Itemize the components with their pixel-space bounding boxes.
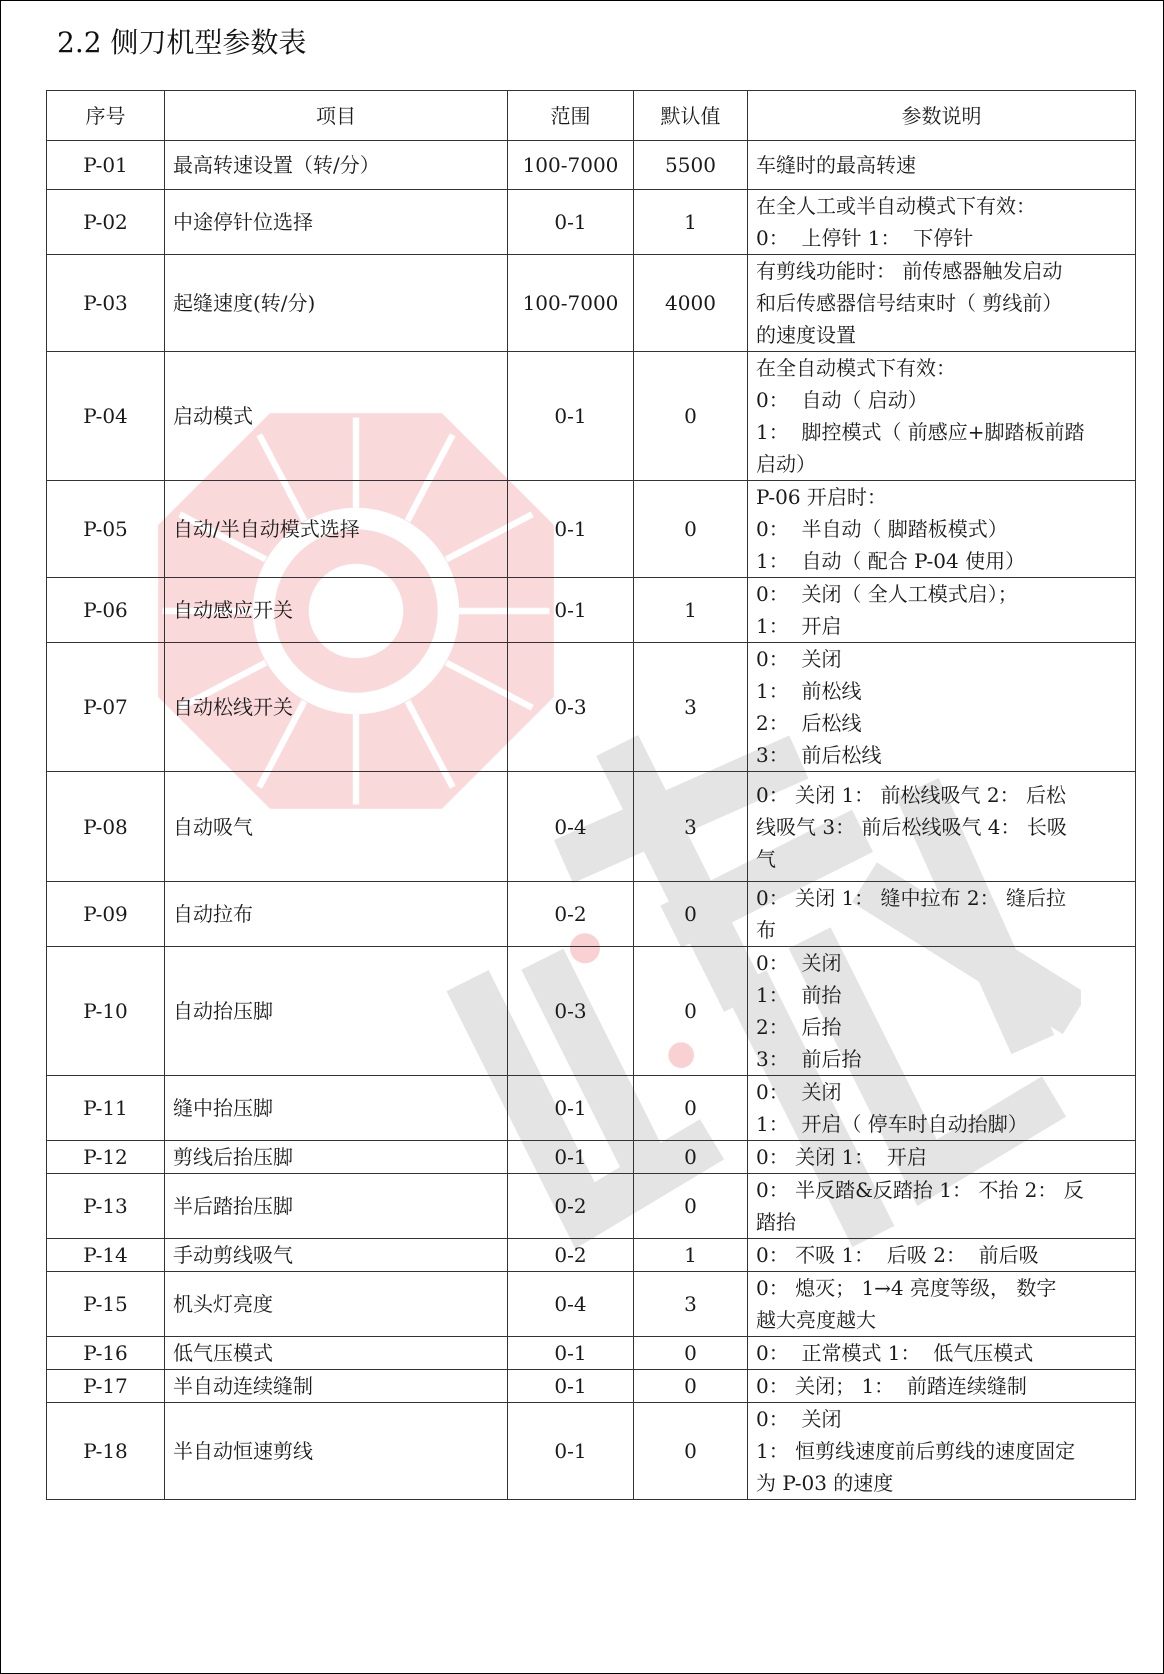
description-line: P-06 开启时： xyxy=(756,485,887,509)
description-line: 3： 前后抬 xyxy=(756,1047,862,1071)
param-range: 0-4 xyxy=(508,1272,634,1337)
description-line: 1： 开启 xyxy=(756,614,842,638)
param-code: P-09 xyxy=(47,882,165,947)
header-item: 项目 xyxy=(165,91,508,141)
description-line: 3： 前后松线 xyxy=(756,743,882,767)
description-line: 0： 半自动（ 脚踏板模式） xyxy=(756,517,1008,541)
table-row xyxy=(47,578,1136,643)
param-range: 0-2 xyxy=(508,882,634,947)
header-default: 默认值 xyxy=(634,91,748,141)
description-line: 0： 上停针 1： 下停针 xyxy=(756,226,974,250)
param-item: 手动剪线吸气 xyxy=(165,1239,508,1272)
table-row xyxy=(47,1141,1136,1174)
param-code: P-08 xyxy=(47,772,165,882)
table-row xyxy=(47,190,1136,255)
description-line: 在全人工或半自动模式下有效： xyxy=(756,194,1036,218)
description-line: 的速度设置 xyxy=(756,323,856,347)
param-item: 低气压模式 xyxy=(165,1337,508,1370)
param-default: 0 xyxy=(634,882,748,947)
param-default: 0 xyxy=(634,1141,748,1174)
param-description xyxy=(748,947,1136,1076)
description-line: 0： 关闭（ 全人工模式启）； xyxy=(756,582,1018,606)
description-line: 0： 关闭 xyxy=(756,1080,842,1104)
param-description xyxy=(748,1141,1136,1174)
table-row xyxy=(47,352,1136,481)
description-line: 0： 关闭 xyxy=(756,951,842,975)
parameter-table xyxy=(46,90,1136,1500)
param-default: 4000 xyxy=(634,255,748,352)
param-item: 中途停针位选择 xyxy=(165,190,508,255)
param-range: 0-1 xyxy=(508,1403,634,1500)
description-line: 启动） xyxy=(756,452,816,476)
param-default: 0 xyxy=(634,1403,748,1500)
param-item: 自动松线开关 xyxy=(165,643,508,772)
description-line: 0： 自动（ 启动） xyxy=(756,388,928,412)
param-default: 3 xyxy=(634,1272,748,1337)
table-row xyxy=(47,255,1136,352)
param-description xyxy=(748,1403,1136,1500)
param-code: P-16 xyxy=(47,1337,165,1370)
param-default: 1 xyxy=(634,578,748,643)
param-item: 启动模式 xyxy=(165,352,508,481)
param-code: P-15 xyxy=(47,1272,165,1337)
table-row xyxy=(47,643,1136,772)
description-line: 车缝时的最高转速 xyxy=(756,153,916,177)
param-item: 剪线后抬压脚 xyxy=(165,1141,508,1174)
param-description xyxy=(748,578,1136,643)
param-code: P-03 xyxy=(47,255,165,352)
param-description xyxy=(748,141,1136,190)
table-row xyxy=(47,1076,1136,1141)
description-line: 0： 关闭 xyxy=(756,647,842,671)
description-line: 越大亮度越大 xyxy=(756,1308,876,1332)
param-description xyxy=(748,1370,1136,1403)
description-line: 气 xyxy=(756,846,776,871)
table-row xyxy=(47,141,1136,190)
param-item: 自动抬压脚 xyxy=(165,947,508,1076)
param-range: 0-2 xyxy=(508,1239,634,1272)
param-range: 0-1 xyxy=(508,1370,634,1403)
param-range: 0-1 xyxy=(508,481,634,578)
header-range: 范围 xyxy=(508,91,634,141)
param-description xyxy=(748,1239,1136,1272)
param-description xyxy=(748,352,1136,481)
description-line: 0： 关闭 1： 开启 xyxy=(756,1145,927,1169)
param-code: P-17 xyxy=(47,1370,165,1403)
param-default: 1 xyxy=(634,190,748,255)
param-item: 半后踏抬压脚 xyxy=(165,1174,508,1239)
description-line: 0： 半反踏&反踏抬 1： 不抬 2： 反 xyxy=(756,1178,1084,1202)
description-line: 和后传感器信号结束时（ 剪线前） xyxy=(756,291,1063,315)
param-range: 0-1 xyxy=(508,352,634,481)
param-item: 机头灯亮度 xyxy=(165,1272,508,1337)
description-line: 2： 后抬 xyxy=(756,1015,842,1039)
table-row xyxy=(47,1337,1136,1370)
param-default: 0 xyxy=(634,1076,748,1141)
description-line: 踏抬 xyxy=(756,1210,796,1234)
param-default: 0 xyxy=(634,1370,748,1403)
param-default: 5500 xyxy=(634,141,748,190)
param-description xyxy=(748,1076,1136,1141)
description-line: 1： 开启（ 停车时自动抬脚） xyxy=(756,1112,1028,1136)
description-line: 1： 恒剪线速度前后剪线的速度固定 xyxy=(756,1439,1076,1463)
description-line: 为 P-03 的速度 xyxy=(756,1471,894,1495)
table-row xyxy=(47,1403,1136,1500)
table-row xyxy=(47,1370,1136,1403)
param-code: P-02 xyxy=(47,190,165,255)
param-description xyxy=(748,1272,1136,1337)
param-item: 自动/半自动模式选择 xyxy=(165,481,508,578)
param-default: 3 xyxy=(634,643,748,772)
param-default: 1 xyxy=(634,1239,748,1272)
param-description xyxy=(748,481,1136,578)
param-code: P-11 xyxy=(47,1076,165,1141)
param-range: 0-1 xyxy=(508,1141,634,1174)
description-line: 在全自动模式下有效： xyxy=(756,356,956,380)
param-description xyxy=(748,772,1136,882)
description-line: 0： 关闭 1： 前松线吸气 2： 后松 xyxy=(756,782,1066,807)
description-line: 线吸气 3： 前后松线吸气 4： 长吸 xyxy=(756,814,1067,839)
description-line: 0： 关闭 1： 缝中拉布 2： 缝后拉 xyxy=(756,886,1066,910)
table-row xyxy=(47,882,1136,947)
page-title: 2.2 侧刀机型参数表 xyxy=(57,26,307,59)
header-code: 序号 xyxy=(47,91,165,141)
table-row xyxy=(47,1174,1136,1239)
param-item: 缝中抬压脚 xyxy=(165,1076,508,1141)
param-item: 半自动恒速剪线 xyxy=(165,1403,508,1500)
param-item: 最高转速设置（转/分） xyxy=(165,141,508,190)
param-range: 0-1 xyxy=(508,578,634,643)
param-default: 0 xyxy=(634,352,748,481)
param-code: P-12 xyxy=(47,1141,165,1174)
description-line: 0： 关闭； 1： 前踏连续缝制 xyxy=(756,1374,1027,1398)
description-line: 1： 前松线 xyxy=(756,679,862,703)
param-description xyxy=(748,255,1136,352)
header-description: 参数说明 xyxy=(748,91,1136,141)
param-description xyxy=(748,190,1136,255)
param-item: 自动吸气 xyxy=(165,772,508,882)
param-range: 0-3 xyxy=(508,947,634,1076)
param-item: 自动拉布 xyxy=(165,882,508,947)
description-line: 0： 关闭 xyxy=(756,1407,842,1431)
param-code: P-13 xyxy=(47,1174,165,1239)
table-row xyxy=(47,1239,1136,1272)
param-default: 0 xyxy=(634,481,748,578)
param-code: P-01 xyxy=(47,141,165,190)
description-line: 1： 自动（ 配合 P-04 使用） xyxy=(756,549,1026,573)
table-row xyxy=(47,772,1136,882)
param-range: 0-2 xyxy=(508,1174,634,1239)
table-row xyxy=(47,947,1136,1076)
param-description xyxy=(748,643,1136,772)
param-range: 100-7000 xyxy=(508,255,634,352)
param-description xyxy=(748,1174,1136,1239)
table-row xyxy=(47,1272,1136,1337)
param-description xyxy=(748,1337,1136,1370)
description-line: 布 xyxy=(756,918,776,942)
param-code: P-04 xyxy=(47,352,165,481)
param-code: P-05 xyxy=(47,481,165,578)
param-range: 0-1 xyxy=(508,190,634,255)
param-default: 0 xyxy=(634,947,748,1076)
param-range: 0-4 xyxy=(508,772,634,882)
description-line: 0： 熄灭； 1→4 亮度等级， 数字 xyxy=(756,1276,1057,1300)
description-line: 1： 脚控模式（ 前感应+脚踏板前踏 xyxy=(756,420,1085,444)
param-default: 3 xyxy=(634,772,748,882)
param-code: P-06 xyxy=(47,578,165,643)
param-item: 半自动连续缝制 xyxy=(165,1370,508,1403)
table-header-row xyxy=(47,91,1136,141)
param-range: 0-1 xyxy=(508,1337,634,1370)
param-code: P-14 xyxy=(47,1239,165,1272)
description-line: 0： 正常模式 1： 低气压模式 xyxy=(756,1341,1034,1365)
param-code: P-18 xyxy=(47,1403,165,1500)
param-description xyxy=(748,882,1136,947)
table-row xyxy=(47,481,1136,578)
param-range: 100-7000 xyxy=(508,141,634,190)
param-code: P-07 xyxy=(47,643,165,772)
description-line: 有剪线功能时： 前传感器触发启动 xyxy=(756,259,1063,283)
description-line: 2： 后松线 xyxy=(756,711,862,735)
param-default: 0 xyxy=(634,1337,748,1370)
param-item: 自动感应开关 xyxy=(165,578,508,643)
param-range: 0-3 xyxy=(508,643,634,772)
param-range: 0-1 xyxy=(508,1076,634,1141)
param-default: 0 xyxy=(634,1174,748,1239)
param-code: P-10 xyxy=(47,947,165,1076)
param-item: 起缝速度(转/分) xyxy=(165,255,508,352)
description-line: 0： 不吸 1： 后吸 2： 前后吸 xyxy=(756,1243,1039,1267)
description-line: 1： 前抬 xyxy=(756,983,842,1007)
